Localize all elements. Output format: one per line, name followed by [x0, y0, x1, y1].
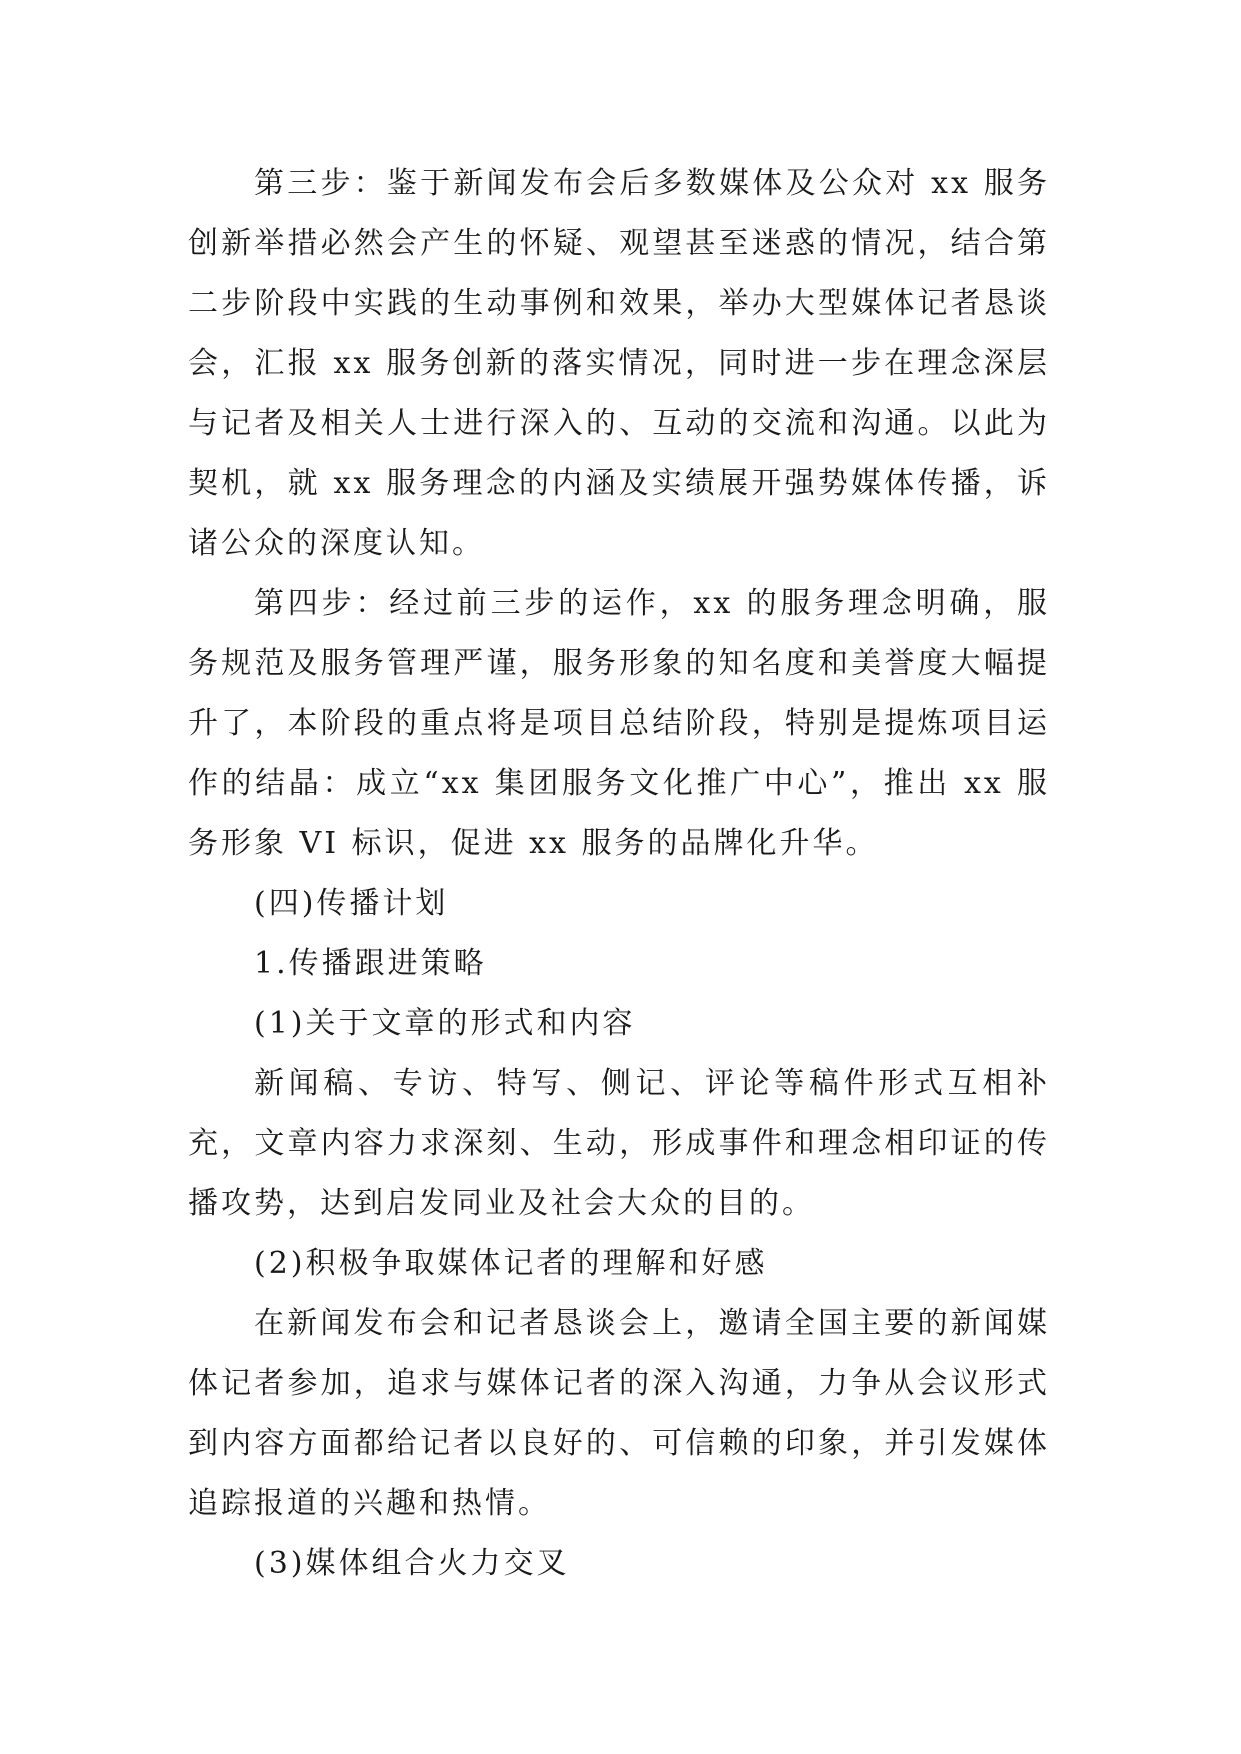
paragraph-step-three: 第三步：鉴于新闻发布会后多数媒体及公众对 xx 服务创新举措必然会产生的怀疑、观望甚至迷惑的情况，结合第二步阶段中实践的生动事例和效果，举办大型媒体记者恳谈会，汇报 xx 服务创新的落实情况，同时进一步在理念深层与记者及相关人士进行深入的、互动的交流和沟通。以此为契机，就 xx 服务理念的内涵及实绩展开强势媒体传播，诉诸公众的深度认知。 — [188, 166, 1050, 561]
section-heading-communication-plan: (四)传播计划 — [254, 886, 449, 921]
subheading-follow-up-strategy: 1.传播跟进策略 — [254, 946, 487, 981]
paragraph-media-goodwill: 在新闻发布会和记者恳谈会上，邀请全国主要的新闻媒体记者参加，追求与媒体记者的深入沟通，力争从会议形式到内容方面都给记者以良好的、可信赖的印象，并引发媒体追踪报道的兴趣和热情。 — [188, 1306, 1050, 1521]
paragraph-article-form: 新闻稿、专访、特写、侧记、评论等稿件形式互相补充，文章内容力求深刻、生动，形成事件和理念相印证的传播攻势，达到启发同业及社会大众的目的。 — [188, 1066, 1050, 1221]
paragraph-step-four: 第四步：经过前三步的运作，xx 的服务理念明确，服务规范及服务管理严谨，服务形象的知名度和美誉度大幅提升了，本阶段的重点将是项目总结阶段，特别是提炼项目运作的结晶：成立“xx 集团服务文化推广中心”，推出 xx 服务形象 VI 标识，促进 xx 服务的品牌化升华。 — [188, 586, 1050, 861]
item-heading-article-form: (1)关于文章的形式和内容 — [254, 1006, 636, 1041]
item-heading-media-goodwill: (2)积极争取媒体记者的理解和好感 — [254, 1246, 768, 1281]
document-body — [188, 154, 1050, 1594]
item-heading-media-combination: (3)媒体组合火力交叉 — [254, 1546, 570, 1581]
